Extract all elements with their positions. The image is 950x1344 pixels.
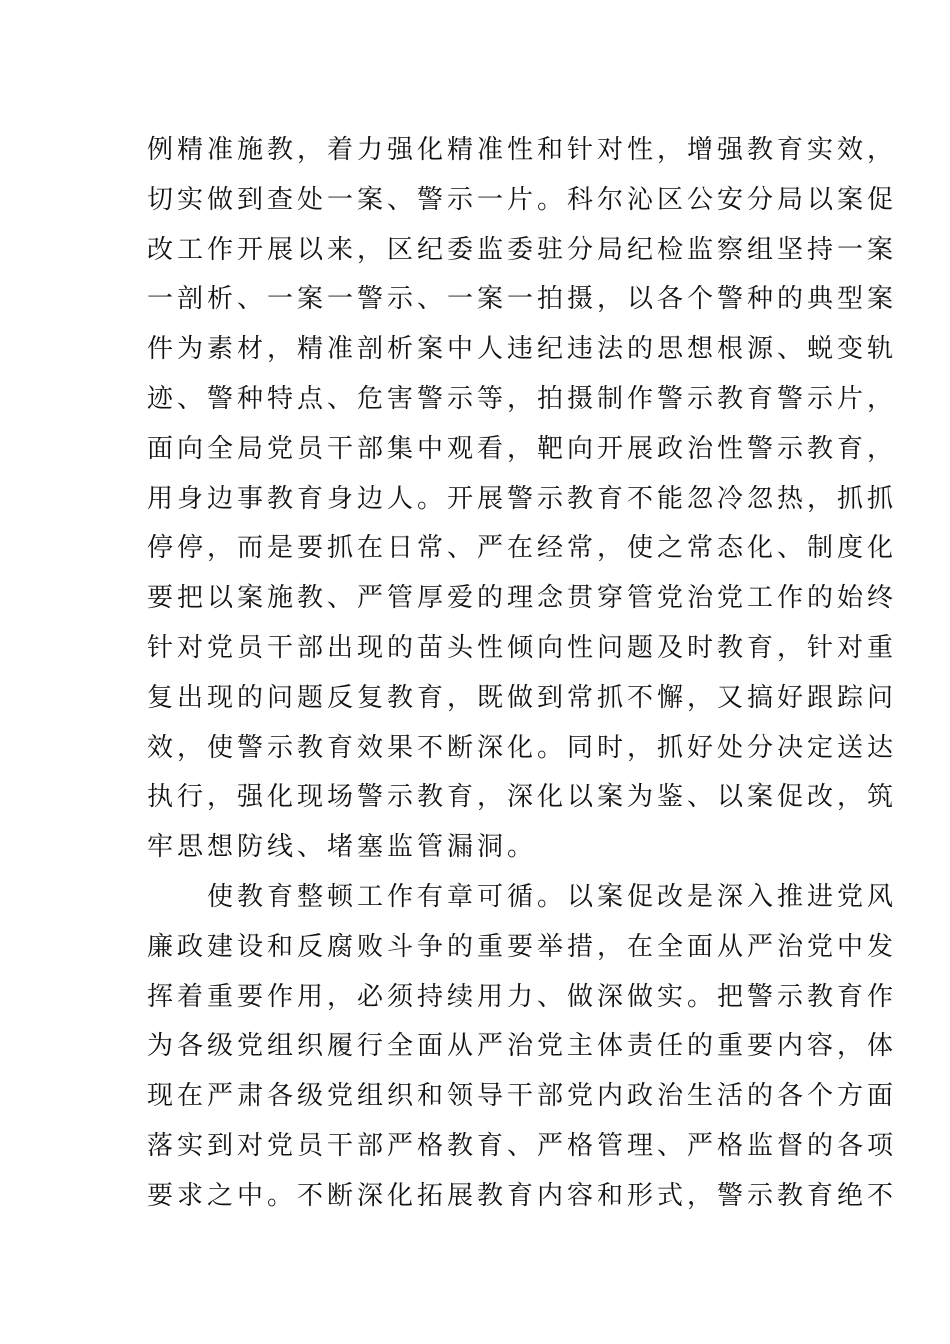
text-line: 停停，而是要抓在日常、严在经常，使之常态化、制度化 bbox=[147, 533, 898, 564]
text-line: 牢思想防线、堵塞监管漏洞。 bbox=[147, 832, 538, 863]
text-line: 改工作开展以来，区纪委监委驻分局纪检监察组坚持一案 bbox=[147, 234, 898, 265]
text-line: 现在严肃各级党组织和领导干部党内政治生活的各个方面 bbox=[147, 1081, 898, 1112]
text-line: 迹、警种特点、危害警示等，拍摄制作警示教育警示片， bbox=[147, 384, 898, 414]
text-line: 挥着重要作用，必须持续用力、做深做实。把警示教育作 bbox=[147, 981, 898, 1012]
text-line: 例精准施教，着力强化精准性和针对性，增强教育实效， bbox=[147, 135, 898, 165]
text-line: 使教育整顿工作有章可循。以案促改是深入推进党风 bbox=[207, 882, 898, 912]
text-line: 复出现的问题反复教育，既做到常抓不懈，又搞好跟踪问 bbox=[147, 682, 898, 713]
text-line: 用身边事教育身边人。开展警示教育不能忽冷忽热，抓抓 bbox=[147, 483, 898, 514]
text-line: 执行，强化现场警示教育，深化以案为鉴、以案促改，筑 bbox=[147, 782, 898, 813]
text-line: 一剖析、一案一警示、一案一拍摄，以各个警种的典型案 bbox=[147, 284, 898, 315]
text-line: 针对党员干部出现的苗头性倾向性问题及时教育，针对重 bbox=[147, 633, 898, 663]
text-line: 件为素材，精准剖析案中人违纪违法的思想根源、蜕变轨 bbox=[147, 334, 898, 365]
text-line: 要把以案施教、严管厚爱的理念贯穿管党治党工作的始终 bbox=[147, 583, 898, 614]
text-line: 效，使警示教育效果不断深化。同时，抓好处分决定送达 bbox=[147, 732, 898, 763]
text-line: 要求之中。不断深化拓展教育内容和形式，警示教育绝不 bbox=[147, 1180, 898, 1211]
text-line: 落实到对党员干部严格教育、严格管理、严格监督的各项 bbox=[147, 1131, 898, 1161]
text-line: 切实做到查处一案、警示一片。科尔沁区公安分局以案促 bbox=[147, 184, 898, 215]
text-line: 为各级党组织履行全面从严治党主体责任的重要内容，体 bbox=[147, 1031, 898, 1062]
text-line: 面向全局党员干部集中观看，靶向开展政治性警示教育， bbox=[147, 433, 898, 464]
text-line: 廉政建设和反腐败斗争的重要举措，在全面从严治党中发 bbox=[147, 931, 898, 962]
